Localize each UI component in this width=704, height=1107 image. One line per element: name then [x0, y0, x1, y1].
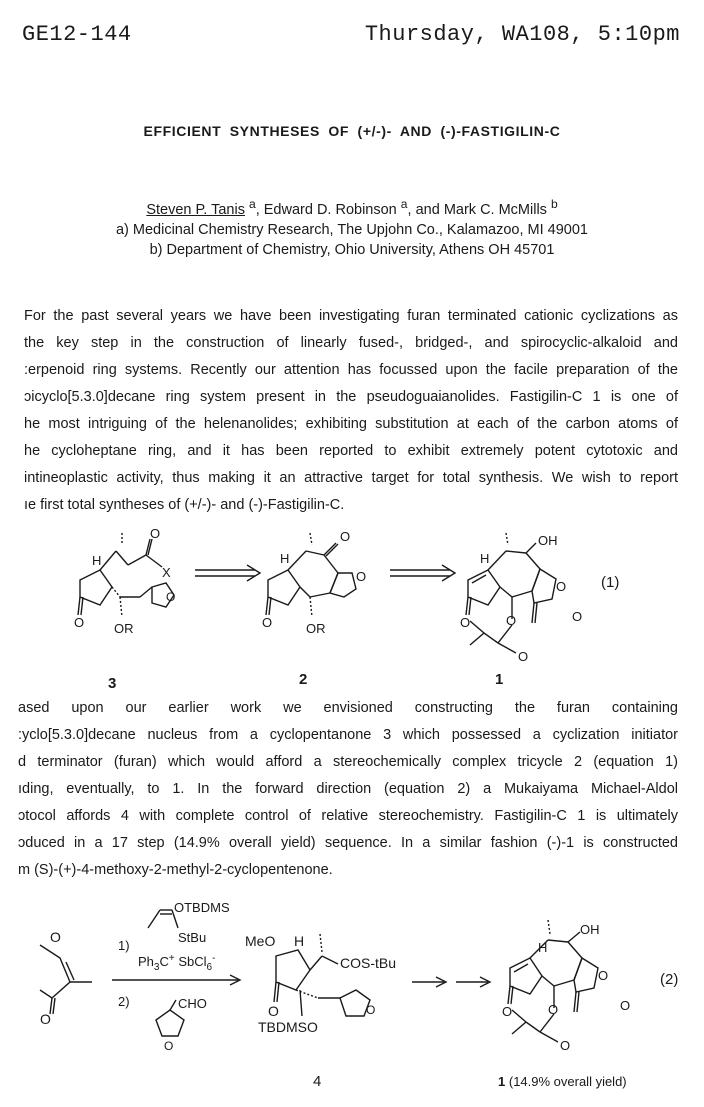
compound-3-structure: [78, 533, 174, 617]
atom-O: O: [572, 609, 583, 624]
author-line: Steven P. Tanis $^a$, Edward D. Robinson $^a$, and Mark C. McMills $^b$: [146, 197, 558, 218]
atom-COS-tBu: COS-tBu: [340, 955, 397, 971]
cpd-4-label: 4: [313, 1073, 322, 1090]
paragraph-2-line: ased upon our earlier work we envisioned constructing the furan containing: [18, 700, 678, 716]
atom-H: H: [480, 551, 490, 566]
atom-O: O: [268, 1003, 279, 1019]
fastigilin-c-structure: [508, 920, 598, 1042]
paragraph-2-line: ıding, eventually, to 1. In the forward direction (equation 2) a Mukaiyama Michael-Aldol: [18, 781, 678, 797]
affiliation-b: b) Department of Chemistry, Ohio University, Athens OH 45701: [149, 241, 555, 258]
atom-O: O: [166, 590, 176, 604]
cpd-1-number: 1: [498, 1074, 506, 1089]
compound-label-3: 3: [108, 675, 117, 692]
step-1-label: 1): [118, 938, 130, 953]
atom-O: O: [502, 1004, 513, 1019]
author-block: [0, 194, 704, 260]
atom-O: O: [506, 613, 517, 628]
atom-O: O: [262, 615, 273, 630]
paper-title: EFFICIENT SYNTHESES OF (+/-)- AND (-)-FASTIGILIN-C: [143, 123, 561, 139]
affiliation-mark: b: [550, 197, 558, 211]
atom-O: O: [560, 1038, 571, 1053]
paragraph-1-line: he cycloheptane ring, and it has been reported to exhibit extremely potent cytotoxic and: [24, 443, 678, 459]
affiliation-mark: a: [248, 197, 256, 211]
paragraph-2-line: ɔtocol affords 4 with complete control of relative stereochemistry. Fastigilin-C 1 is ultimately: [18, 808, 678, 824]
scheme-1-retrosynthesis: [0, 525, 704, 700]
atom-H: H: [294, 933, 305, 949]
paragraph-2-line: m (S)-(+)-4-methoxy-2-methyl-2-cyclopentenone.: [18, 862, 333, 878]
reagent-stbu: StBu: [178, 930, 207, 945]
atom-OR: OR: [306, 621, 326, 636]
atom-O: O: [620, 998, 631, 1013]
retro-arrow-1: [195, 565, 260, 581]
atom-O: O: [50, 929, 61, 945]
atom-H: H: [538, 940, 548, 955]
paragraph-1-line: the key step in the construction of linearly fused-, bridged-, and spirocyclic-alkaloid and: [24, 335, 678, 351]
paragraph-2-line: d terminator (furan) which would afford a stereochemically complex tricycle 2 (equation 1): [18, 754, 678, 770]
atom-O: O: [556, 579, 567, 594]
paragraph-1-line: intineoplastic activity, thus making it an attractive target for total synthesis. We wish to report: [24, 470, 678, 486]
paragraph-1-line: For the past several years we have been investigating furan terminated cationic cyclizations as: [24, 308, 678, 324]
paragraph-2-line: ɔduced in a 17 step (14.9% overall yield) sequence. In a similar fashion (-)-1 is constructed: [18, 835, 678, 851]
affiliation-a: a) Medicinal Chemistry Research, The Upjohn Co., Kalamazoo, MI 49001: [115, 221, 588, 238]
reagent-cho: CHO: [178, 996, 207, 1011]
equation-number-1: (1): [601, 574, 620, 591]
atom-O: O: [74, 615, 85, 630]
step-2-label: 2): [118, 994, 130, 1009]
author-name: Mark C. McMills: [443, 201, 547, 218]
atom-OH: OH: [580, 922, 600, 937]
atom-OR: OR: [114, 621, 134, 636]
atom-H: H: [280, 551, 290, 566]
atom-O: O: [518, 649, 529, 664]
compound-label-2: 2: [299, 671, 308, 688]
atom-O: O: [164, 1039, 174, 1053]
paragraph-1-line: ɔicyclo[5.3.0]decane ring system present in the pseudoguaianolides. Fastigilin-C 1 is one of: [24, 389, 678, 405]
multi-step-arrows: [412, 977, 490, 987]
atom-TBDMSO: TBDMSO: [258, 1019, 318, 1035]
atom-O: O: [548, 1002, 559, 1017]
reagent-catalyst: $Ph_3C^+$ SbCl$_6$-: [138, 953, 216, 973]
starting-cyclopentenone-structure: [40, 945, 92, 1014]
compound-label-1-final: [498, 1074, 627, 1089]
conjunction: and: [415, 201, 440, 218]
paragraph-1-line: :erpenoid ring systems. Recently our attention has focussed upon the facile preparation of the: [24, 362, 678, 378]
atom-H: H: [92, 553, 102, 568]
affiliation-mark: a: [400, 197, 408, 211]
atom-OH: OH: [538, 533, 558, 548]
atom-O: O: [598, 968, 609, 983]
abstract-code: GE12-144: [22, 22, 132, 47]
paragraph-2-line: :yclo[5.3.0]decane nucleus from a cyclopentanone 3 which possessed a cyclization initiator: [18, 727, 678, 743]
reagent-otbdms: OTBDMS: [174, 900, 230, 915]
paragraph-1-line: he most intriguing of the helenanolides; exhibiting substitution at each of the carbon atoms of: [24, 416, 678, 432]
atom-O: O: [460, 615, 471, 630]
paragraph-1-line: ıe first total syntheses of (+/-)- and (-)-Fastigilin-C.: [24, 497, 345, 513]
session-info: Thursday, WA108, 5:10pm: [364, 22, 680, 47]
overall-yield: (14.9% overall yield): [508, 1074, 627, 1089]
compound-label-4: [313, 1073, 321, 1090]
compound-2-structure: [266, 533, 356, 617]
reaction-arrow-forward: [112, 975, 240, 985]
compound-label-1: 1: [495, 671, 504, 688]
atom-O: O: [366, 1003, 376, 1017]
atom-X: X: [162, 565, 171, 580]
atom-O: O: [356, 569, 367, 584]
atom-MeO: MeO: [245, 933, 276, 949]
atom-O: O: [150, 526, 161, 541]
author-name: Edward D. Robinson: [263, 201, 397, 218]
atom-O: O: [340, 529, 351, 544]
compound-4-structure: [274, 934, 370, 1016]
atom-O: O: [40, 1011, 51, 1027]
equation-number-2: (2): [660, 971, 679, 988]
author-name: Steven P. Tanis: [146, 201, 245, 218]
retro-arrow-2: [390, 565, 455, 581]
